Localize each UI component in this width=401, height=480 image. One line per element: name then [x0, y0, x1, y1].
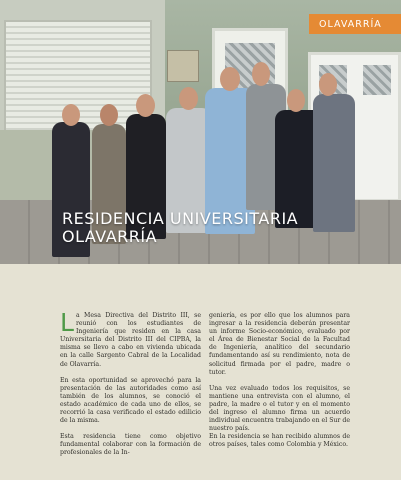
- article-headline: [62, 210, 298, 246]
- headline-line-2: OLAVARRÍA: [62, 227, 158, 246]
- person-3-head: [136, 94, 155, 117]
- person-8-head: [319, 73, 337, 96]
- wall-plaque: [167, 50, 199, 82]
- drop-cap: L: [60, 308, 74, 337]
- person-6-head: [252, 62, 270, 86]
- person-5-head: [220, 67, 240, 91]
- person-2-head: [100, 104, 118, 126]
- person-1-head: [62, 104, 80, 126]
- article-column-left: [60, 308, 201, 466]
- paragraph: La Mesa Directiva del Distrito III, se reunió con los estudiantes de Ingeniería que residen en la casa Universitaria del Distrito III del CIPBA, la misma se llevo a cabo en vivienda ubicada en la calle Sargento Cabral de la Localidad de Olavarría.: [60, 308, 201, 368]
- person-4-head: [179, 87, 198, 110]
- person-8: [313, 94, 355, 232]
- paragraph: Esta residencia tiene como objetivo fundamental colaborar con la formación de profesionales de la In-: [60, 433, 201, 457]
- article-column-right: [209, 312, 350, 466]
- paragraph: En la residencia se han recibido alumnos de otros países, tales como Colombia y México.: [209, 433, 350, 449]
- door-glass-right: [363, 65, 391, 95]
- person-7-head: [287, 89, 305, 112]
- section-tag: OLAVARRÍA: [309, 14, 401, 34]
- headline-line-1: RESIDENCIA UNIVERSITARIA: [62, 209, 299, 228]
- article-body: [60, 308, 350, 466]
- paragraph: Una vez evaluado todos los requisitos, se mantiene una entrevista con el alumno, el padre, la madre o el tutor y en el momento del ingreso el alumno firma un acuerdo individual encuentra trabajando en el Sur de nuestro país.: [209, 384, 350, 433]
- paragraph: geniería, es por ello que los alumnos para ingresar a la residencia deberán presentar un informe Socio-económico, evaluado por el Área de Bienestar Social de la Facultad de Ingeniería, analítico del secundario fundamentando así su rendimiento, nota de solicitud firmada por el padre, madre o tutor.: [209, 312, 350, 376]
- paragraph: En esta oportunidad se aprovechó para la presentación de las autoridades como así también de los alumnos, se conoció el estado académico de cada uno de ellos, se recorrió la casa verificado el estado edilicio de la misma.: [60, 376, 201, 425]
